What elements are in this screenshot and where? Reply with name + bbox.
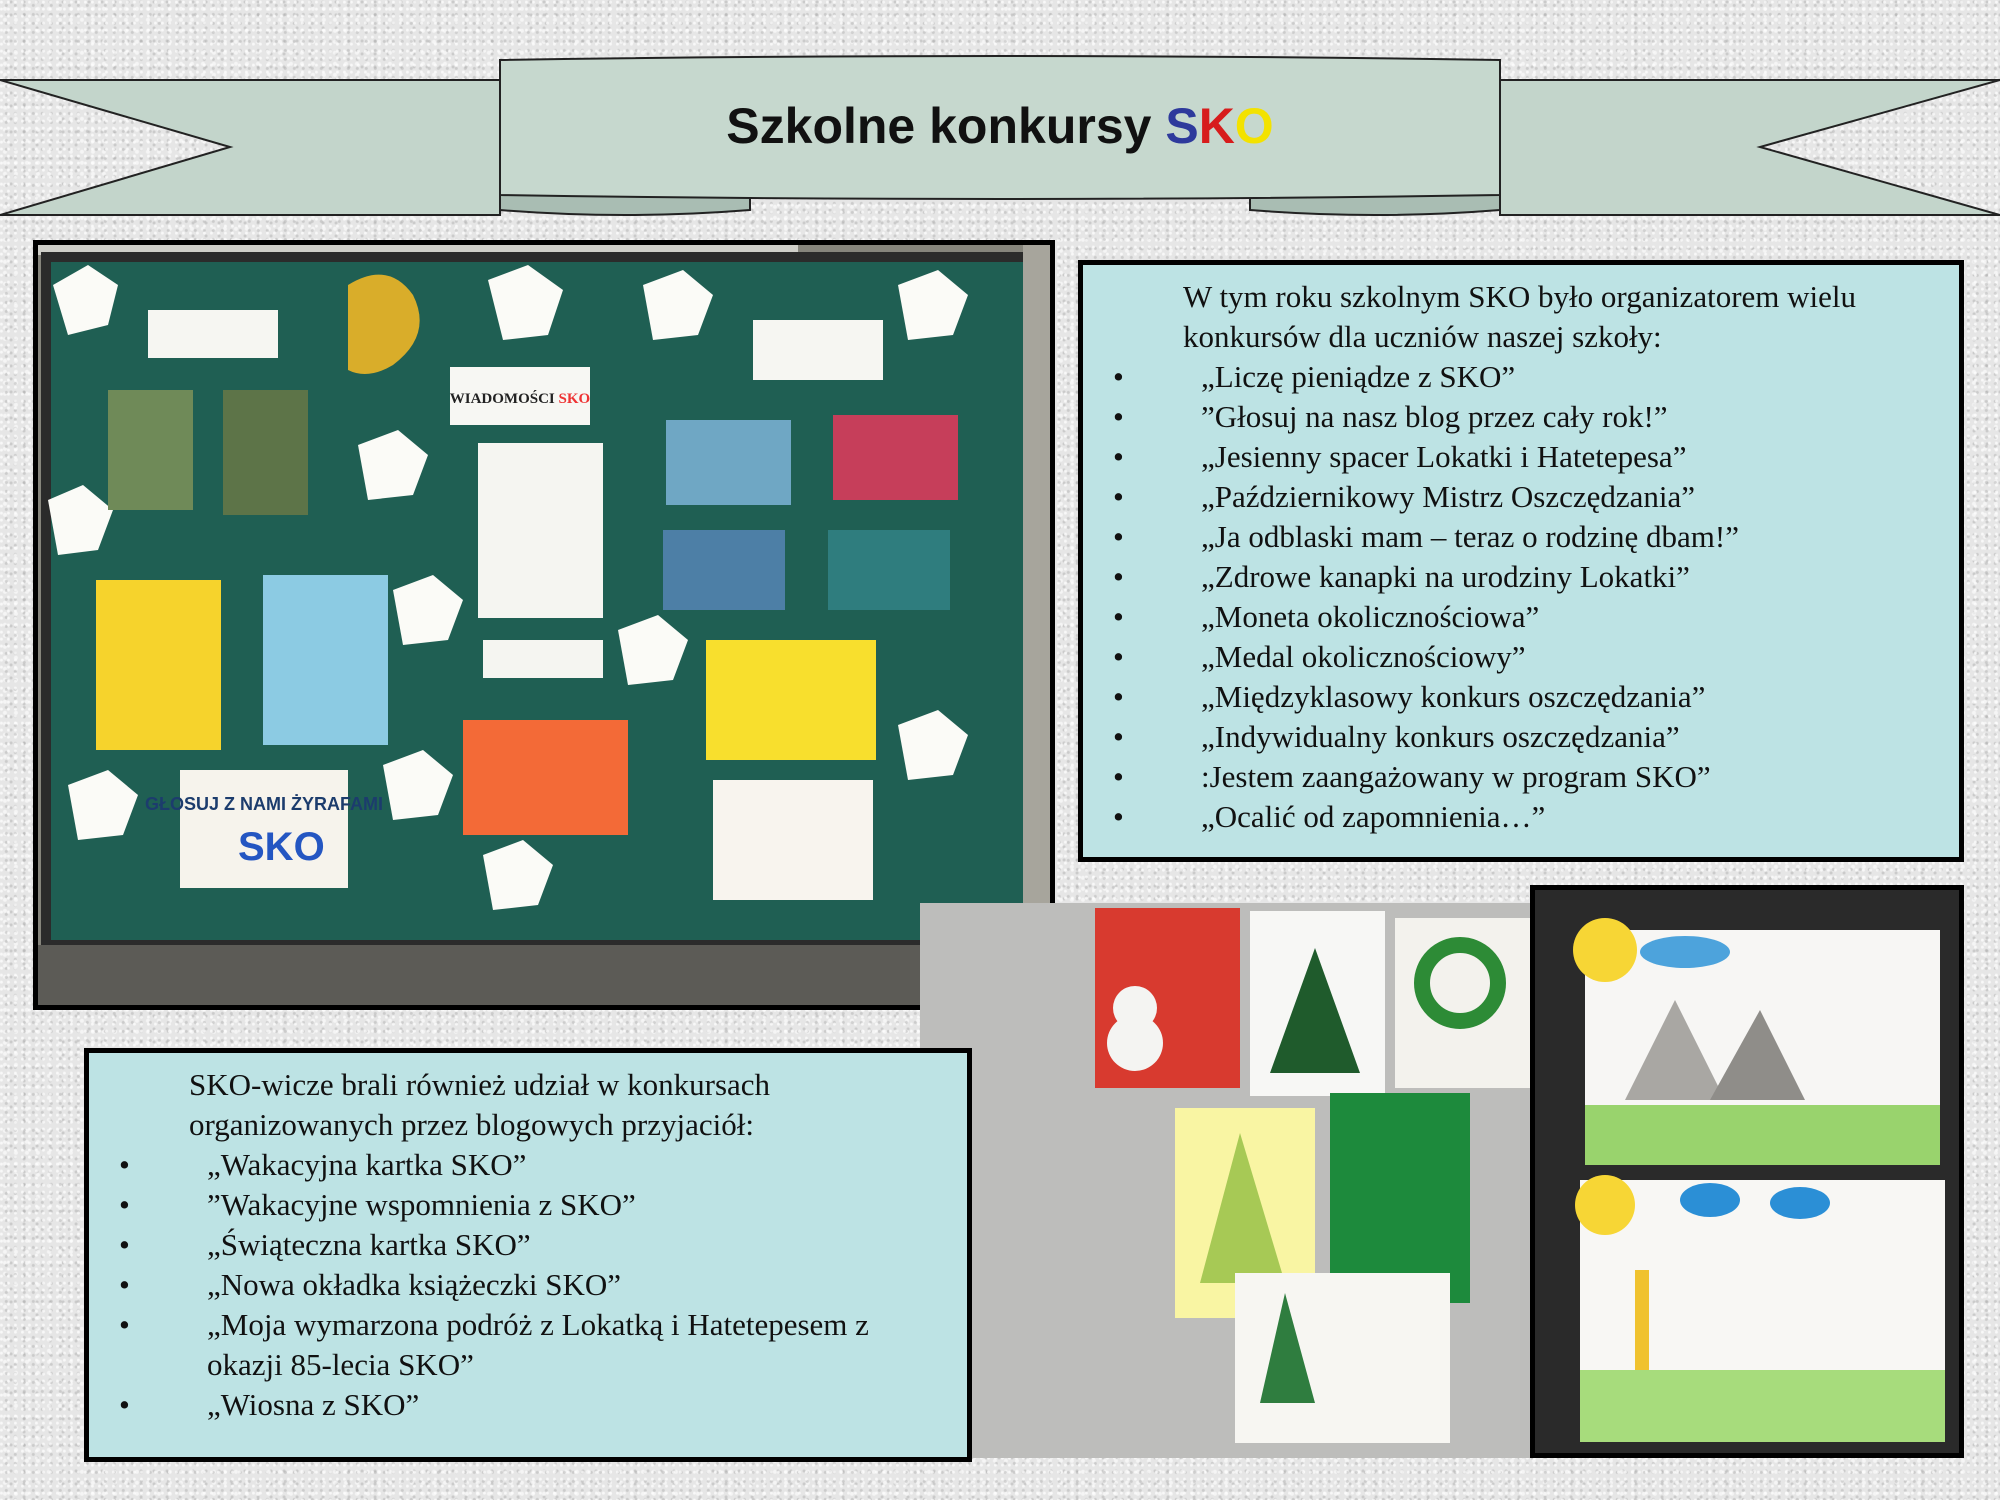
list-item: • „Liczę pieniądze z SKO”: [1103, 357, 1939, 397]
bullet-icon: •: [1113, 759, 1124, 794]
list-item: • „Wiosna z SKO”: [109, 1385, 947, 1425]
list-item: • ”Głosuj na nasz blog przez cały rok!”: [1103, 397, 1939, 437]
bullet-icon: •: [119, 1307, 130, 1342]
bullet-icon: •: [119, 1187, 130, 1222]
organized-contests-list: [1103, 357, 1939, 837]
list-item: • „Ocalić od zapomnienia…”: [1103, 797, 1939, 837]
organized-contests-box: [1078, 260, 1964, 862]
bullet-icon: •: [1113, 639, 1124, 674]
spring-drawings-illustration: [1535, 890, 1959, 1453]
vote-poster-logo: SKO: [238, 825, 325, 869]
bullet-icon: •: [1113, 439, 1124, 474]
bullet-icon: •: [1113, 399, 1124, 434]
svg-text:WIADOMOŚCI SKO: WIADOMOŚCI SKO: [449, 391, 591, 407]
list-item: • „Nowa okładka książeczki SKO”: [109, 1265, 947, 1305]
christmas-cards-photo: [920, 903, 1540, 1458]
list-item: • „Zdrowe kanapki na urodziny Lokatki”: [1103, 557, 1939, 597]
banner-left-tail: [0, 80, 500, 215]
spring-drawings-photo: [1530, 885, 1964, 1458]
bullet-icon: •: [1113, 799, 1124, 834]
bullet-icon: •: [119, 1387, 130, 1422]
bullet-icon: •: [1113, 479, 1124, 514]
list-item: • „Moja wymarzona podróż z Lokatką i Hatetepesem z okazji 85-lecia SKO”: [119, 1307, 869, 1382]
list-item: • „Międzyklasowy konkurs oszczędzania”: [1103, 677, 1939, 717]
list-item: • ”Wakacyjne wspomnienia z SKO”: [109, 1185, 947, 1225]
bullet-icon: •: [119, 1147, 130, 1182]
title-letter-s: S: [1165, 98, 1199, 154]
bulletin-board-photo: [33, 240, 1055, 1010]
blog-contests-box: [84, 1048, 972, 1462]
bullet-icon: •: [119, 1267, 130, 1302]
title-letter-o: O: [1234, 98, 1274, 154]
bullet-icon: •: [1113, 599, 1124, 634]
bullet-icon: •: [1113, 559, 1124, 594]
bullet-icon: •: [1113, 679, 1124, 714]
bullet-icon: •: [1113, 359, 1124, 394]
christmas-cards-illustration: [920, 903, 1540, 1458]
blog-contests-intro: SKO-wicze brali również udział w konkursach organizowanych przez blogowych przyjaciół:: [189, 1067, 771, 1142]
vote-poster-text: GŁOSUJ Z NAMI ŻYRAFAMI: [145, 794, 383, 814]
board-header-text: WIADOMOŚCI: [449, 391, 555, 407]
organized-contests-intro: W tym roku szkolnym SKO było organizatorem wielu konkursów dla uczniów naszej szkoły:: [1183, 279, 1857, 354]
list-item: • „Ja odblaski mam – teraz o rodzinę dbam!”: [1103, 517, 1939, 557]
bullet-icon: •: [1113, 519, 1124, 554]
list-item: • „Świąteczna kartka SKO”: [109, 1225, 947, 1265]
bullet-icon: •: [1113, 719, 1124, 754]
page-title: Szkolne konkursy SKO: [726, 98, 1274, 154]
list-item: • „Indywidualny konkurs oszczędzania”: [1103, 717, 1939, 757]
blog-contests-list: [109, 1145, 947, 1425]
list-item: • „Październikowy Mistrz Oszczędzania”: [1103, 477, 1939, 517]
list-item: • „Jesienny spacer Lokatki i Hatetepesa”: [1103, 437, 1939, 477]
bullet-icon: •: [119, 1227, 130, 1262]
list-item: • :Jestem zaangażowany w program SKO”: [1103, 757, 1939, 797]
title-letter-k: K: [1198, 98, 1235, 154]
banner-right-tail: [1500, 80, 2000, 215]
bulletin-board-illustration: [38, 245, 1050, 1005]
list-item: • „Medal okolicznościowy”: [1103, 637, 1939, 677]
list-item: • „Moneta okolicznościowa”: [1103, 597, 1939, 637]
list-item: • „Wakacyjna kartka SKO”: [109, 1145, 947, 1185]
